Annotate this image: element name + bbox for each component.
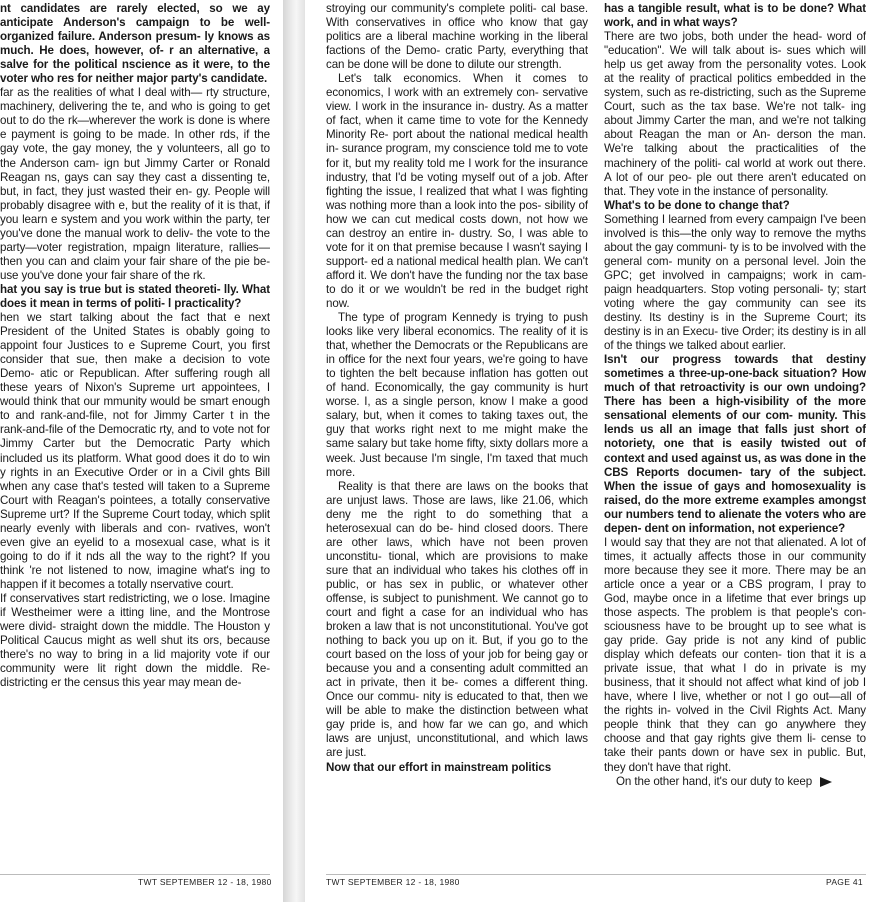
page-gutter (283, 0, 305, 902)
article-column-right (604, 2, 866, 882)
continued-arrow-icon (820, 777, 832, 787)
paragraph: far as the realities of what I deal with— rty structure, machinery, delivering the te, and who is going to get out to do the rk—wherever the work is done is where e payment is going to be made. In other rds, if the gay vote, the gay money, the y volunteers, all go to the Anderson cam- ign but Jimmy Carter or Ronald Reagan ns, gays can say they cast a dissenting te, but, in fact, they just wasted their en- gy. People will probably disagree with e, but the reality of it is that, if you learn e system and you work within the party, ter you've done the manual work to deliv- the vote to the party—voter registration, mpaign literature, rallies—then you can and claim your fair share of the pie be- use you've done your fair share of the rk. (0, 86, 270, 282)
paragraph: Something I learned from every campaign I've been involved is this—the only way to remove the myths about the gay communi- ty is to be involved with the general com- munity on a personal level. Join the GPC; get involved in campaigns; work in cam- paign headquarters. Stop voting personali- ty; start voting where the gay community can see its destiny. Its destiny is in the Supreme Court; its destiny is in an Execu- tive Order; its destiny is in all of the things we talked about earlier. (604, 212, 866, 353)
paragraph: The type of program Kennedy is trying to push looks like very liberal economics. The reality of it is that, whether the Democrats or the Republicans are in office for the next four years, we're going to have to tighten the belt because inflation has gotten out of hand. Economically, the gay community is hurt worse. I, as a single person, know I make a good salary, but, when it comes to taking taxes out, the guy that works right next to me might make the same salary but take home fifty, sixty dollars more a week. Just because I'm single, I'm taxed that much more. (326, 311, 588, 479)
paragraph: Reality is that there are laws on the books that are unjust laws. Those are laws, like 21.06, which deny me the right to do something that a heterosexual can do be- hind closed doors. There are other laws, which have not been proven unconstitu- tional, which are provisions to make sure that an individual who takes his clothes off in public, or has sex in public, or whatever other offense, is subject to punishment. We cannot go to court and fight a case for an individual who has broken a law that is not unconstitutional. You've got nothing to back you up on it. But, if you go to the court based on the loss of your job for being gay or because you and a consenting adult committed an act in private, then it be- comes a different thing. Once our commu- nity is educated to that, then we will be able to make the distinction between what gay pride is, and how far we can go, and which laws are unjust, unconstitutional, and which laws are just. (326, 479, 588, 760)
footer-right-pub: TWT SEPTEMBER 12 - 18, 1980 (326, 877, 460, 887)
footer-rule-right (326, 874, 866, 875)
article-column-middle (326, 2, 588, 862)
interview-question: has a tangible result, what is to be done? What work, and in what ways? (604, 2, 866, 30)
paragraph: I would say that they are not that alienated. A lot of times, it actually affects those in our community more because they see it more. There may be an article once a year or a CBS program, I pray to God, maybe once in a lifetime that ever brings up those aspects. The problem is that people's con- sciousness have to be brought up to see what is gay pride. Gay pride is not any kind of public display which defeats our conten- tion that it is a private issue, that what I do in private is my business, that it should not affect what kind of job I have, where I live, whether or not I go out—all of the rights in- volved in the Civil Rights Act. Many people think that they can go anywhere they choose and that gay rights give them li- cense to take their pants down or have sex in public. But, they don't have that right. (604, 535, 866, 774)
paragraph: If conservatives start redistricting, we o lose. Imagine if Westheimer were a itting line, and the Montrose were divid- straight down the middle. The Houston y Political Caucus might as well shut its ors, because there's no way to bring in a lid majority vote if our community were lit right down the middle. Re-districting er the census this year may mean de- (0, 591, 270, 690)
page-number: PAGE 41 (826, 877, 863, 887)
footer-left-pub: TWT SEPTEMBER 12 - 18, 1980 (138, 877, 272, 887)
interview-question: nt candidates are rarely elected, so we ay anticipate Anderson's campaign to be well-organized failure. Anderson presum- ly knows as much. He does, however, of- r an alternative, a salve for the political nscience as it were, to the voter who res for neither major party's candidate. (0, 2, 270, 86)
interview-question: hat you say is true but is stated theoreti- lly. What does it mean in terms of politi- l practicality? (0, 282, 270, 310)
article-column-left (0, 2, 270, 872)
paragraph: hen we start talking about the fact that e next President of the United States is obably going to appoint four Justices to e Supreme Court, you first consider that sue, then make a decision to vote Demo- atic or Republican. After suffering rough all these years of Nixon's Supreme urt appointees, I would think that our mmunity would be smart enough to and rank-and-file, not for Jimmy Carter t in the rank-and-file of the Democratic rty, and to vote not for Jimmy Carter but the Democratic Party which included us its platform. What good does it do to win y rights in an Executive Order or in a Civil ghts Bill when any case that's tested will taken to a Supreme Court with Reagan's pointees, a totally conservative Supreme urt? If the Supreme Court today, which split nearly evenly with liberals and con- rvatives, won't even give an eyelid to a mosexual case, what is it going to do if it nds all the way to the right? If you think 're not listened to now, imagine what's ing to happen if it becomes a totally nservative court. (0, 311, 270, 591)
interview-question: What's to be done to change that? (604, 198, 790, 212)
interview-question: Isn't our progress towards that destiny sometimes a three-up-one-back situation? How much of that retroactivity is our own undoing? There has been a high-visibility of the more sensational elements of our com- munity. This lends us all an image that falls just short of notoriety, one that is easily twisted out of context and used against us, as was done in the CBS Reports documen- tary of the subject. When the issue of gays and homosexuality is raised, do the more extreme examples amongst our numbers tend to alienate the voters who are depen- dent on information, not experience? (604, 353, 866, 535)
interview-question: Now that our effort in mainstream politics (326, 760, 552, 774)
paragraph: On the other hand, it's our duty to keep (604, 775, 866, 789)
paragraph: Let's talk economics. When it comes to economics, I work with an extremely con- servative view. I work in the insurance in- dustry. As a matter of fact, when it came time to vote for the Kennedy Minority Re- port about the national medical health in- surance program, my conscience told me to vote for it, but my reality told me I work for the insurance industry, that I'd be voting myself out of a job. After fighting the issue, I realized that what I was fighting was nothing more than a look into the pos- sibility of how we can cut medical costs down, not how we can destroy an entire in- dustry. So, I was able to vote for it on that premise because I wasn't saying I support- ed a national medical health plan. We can't afford it. We don't have the funding nor the tax base to do it or we wouldn't be red in the budget right now. (326, 72, 588, 310)
paragraph: There are two jobs, both under the head- word of "education". We will talk about is- sues which will help us get away from the personality votes. Look at the reality of practical politics embedded in the system, such as re-districting, such as the Supreme Court, such as the tax base. We're not talk- ing about Jimmy Carter the man, and we're not talking about Reagan the man or An- derson the man. We're talking about the practicalities of the machinery of the politi- cal world at work out there. A lot of our peo- ple out there aren't educated on that. They vote in the instance of personality. (604, 30, 866, 198)
footer-rule-left (0, 874, 270, 875)
paragraph: stroying our community's complete politi- cal base. With conservatives in office who know that gay politics are a liberal machine working in the liberal factions of the Demo- cratic Party, everything that can be done will be done to dilute our strength. (326, 2, 588, 72)
